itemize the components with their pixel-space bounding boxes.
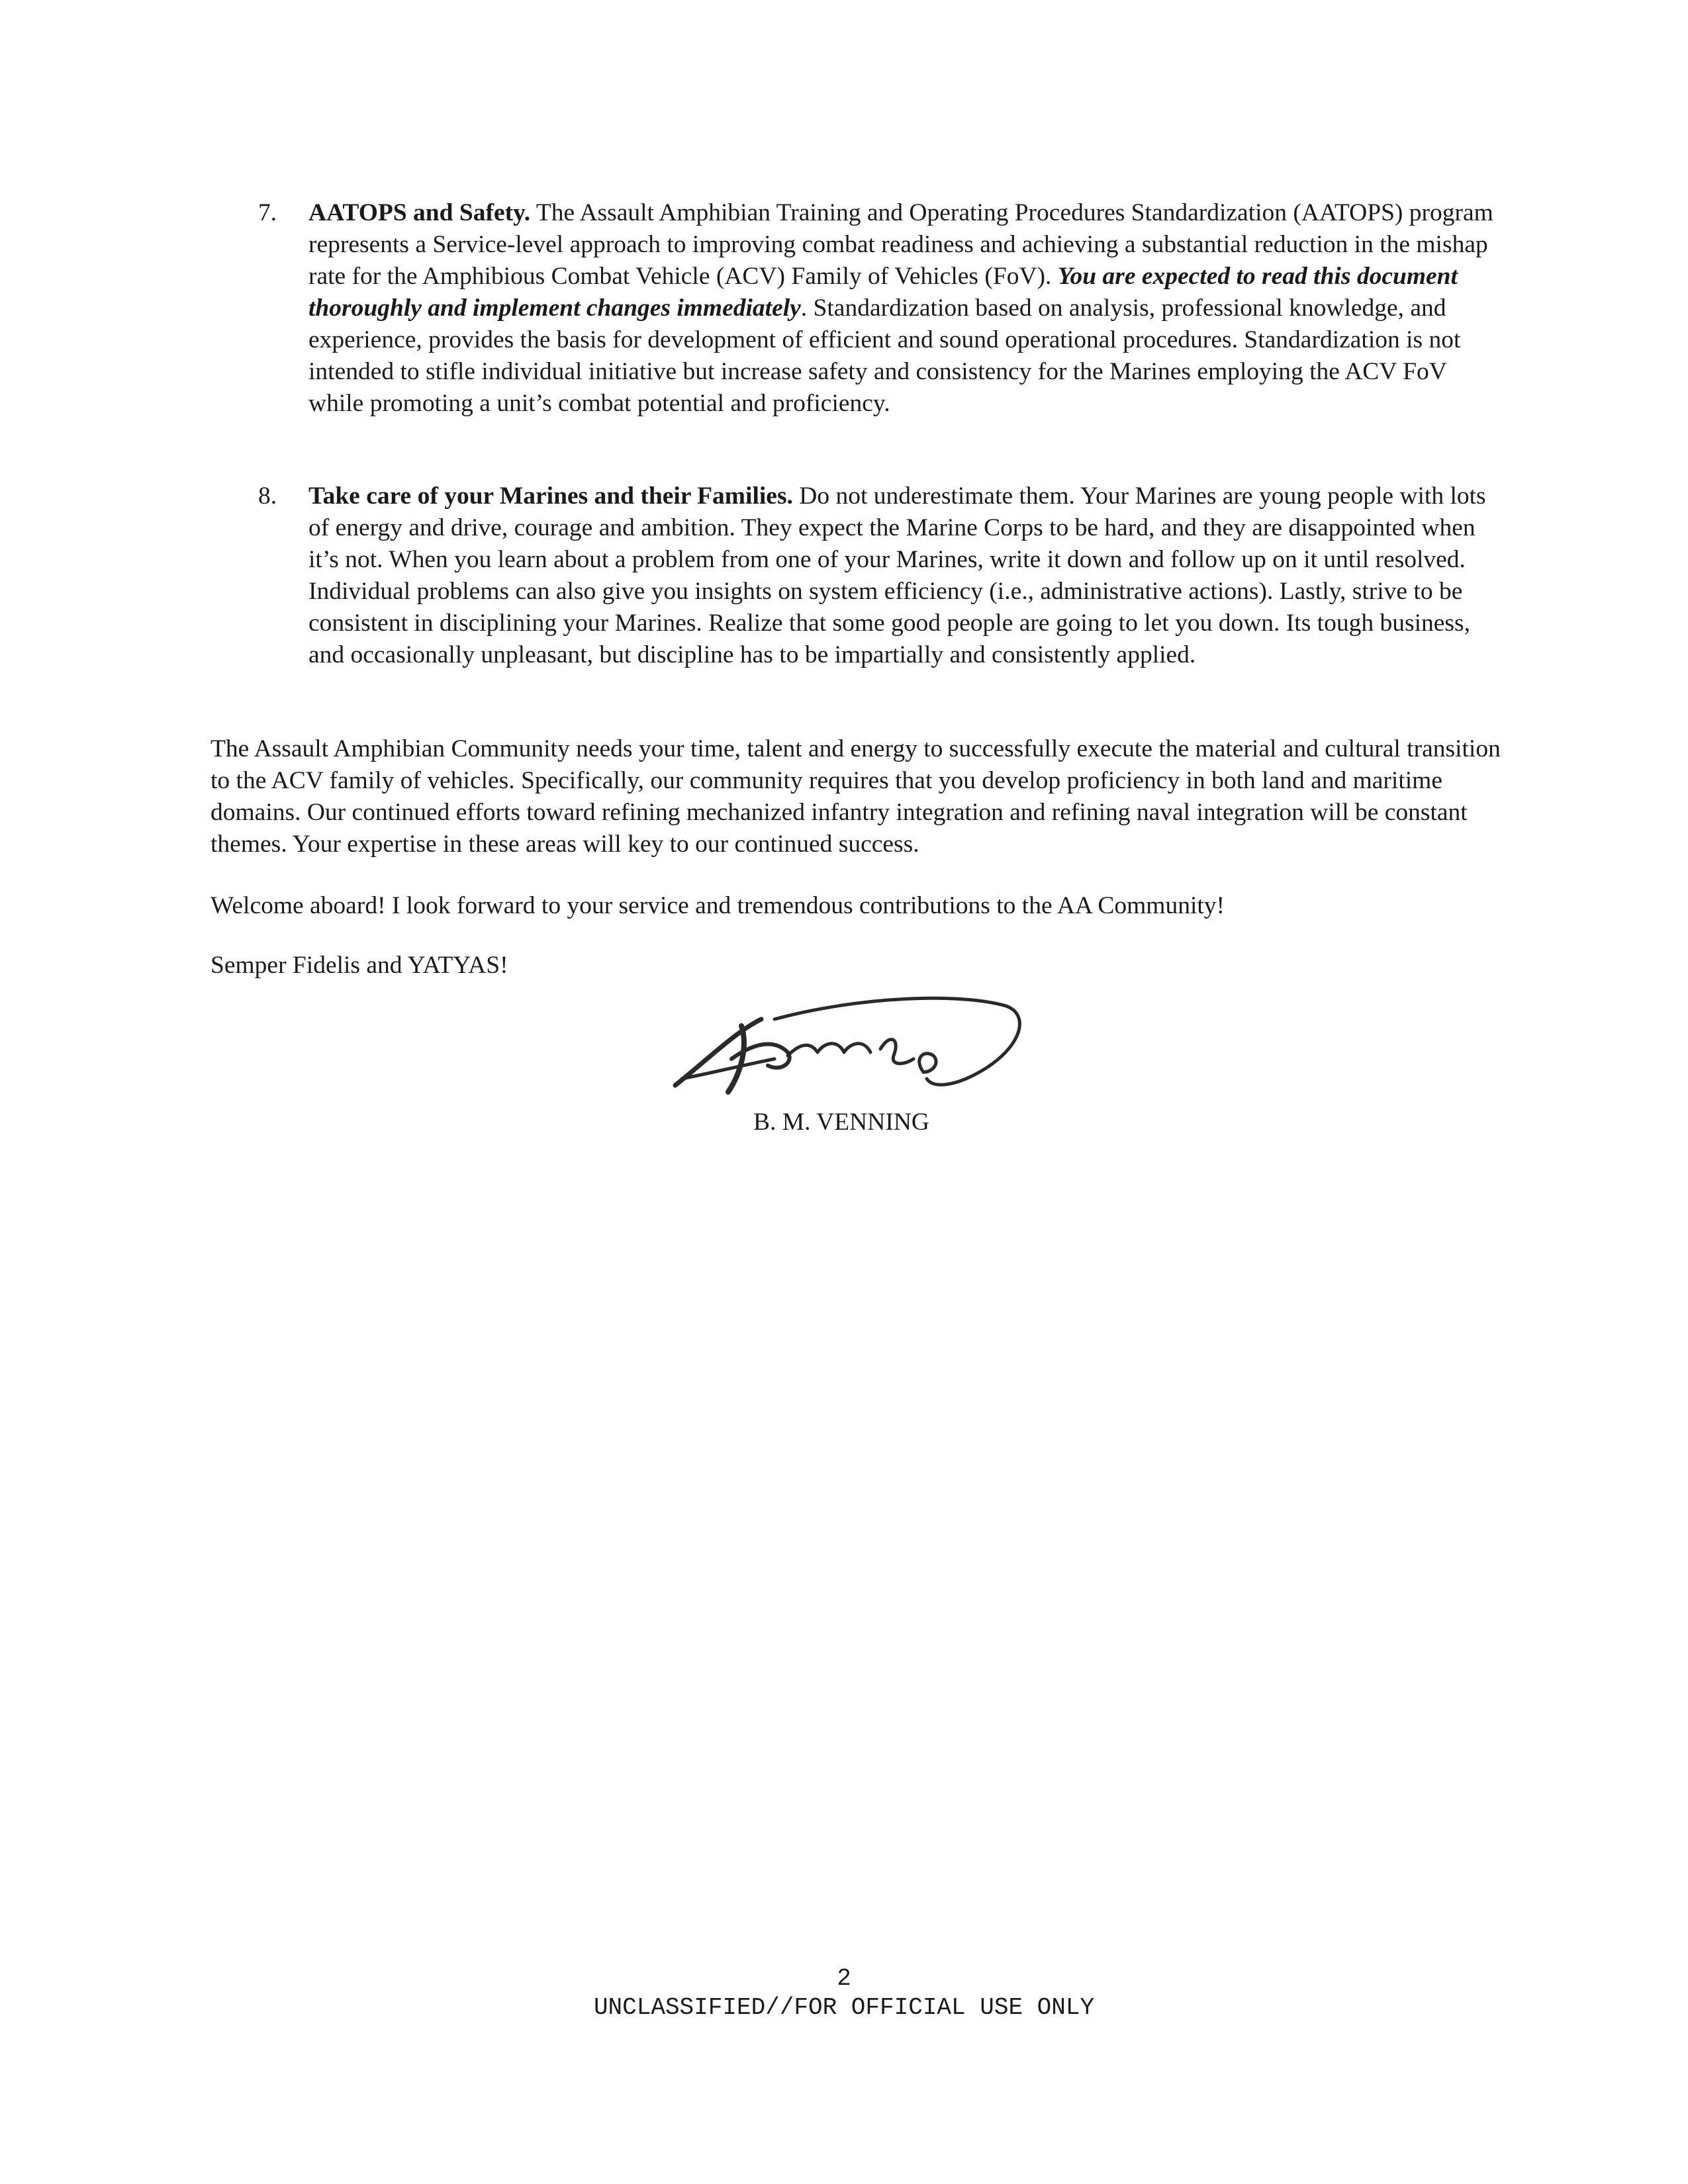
paragraph-text xyxy=(308,197,1500,420)
paragraph-body: Do not underestimate them. Your Marines are young people with lots of energy and drive, courage and ambition. They expect the Marine Corps to be hard, and they are disappointed when it’s not. When you learn about a problem from one of your Marines, write it down and follow up on it until resolved. Individual problems can also give you insights on system efficiency (i.e., administrative actions). Lastly, strive to be consistent in disciplining your Marines. Realize that some good people are going to let you down. Its tough business, and occasionally unpleasant, but discipline has to be impartially and consistently applied. xyxy=(308,482,1486,668)
handwritten-signature xyxy=(662,979,1046,1105)
paragraph-emphasis: You are expected to read this document thoroughly and implement changes immediately xyxy=(308,263,1458,322)
paragraph-body-continued: . Standardization based on analysis, professional knowledge, and experience, provides the basis for development of efficient and sound operational procedures. Standardization is not intended to stifle individual initiative but increase safety and consistency for the Marines employing the ACV FoV while promoting a unit’s combat potential and proficiency. xyxy=(308,295,1461,417)
page-number: 2 xyxy=(837,1965,851,1992)
welcome-line: Welcome aboard! I look forward to your service and tremendous contributions to the AA Community! xyxy=(211,892,1225,919)
paragraph-7 xyxy=(211,197,1501,420)
paragraph-text xyxy=(308,480,1500,671)
salutation: Semper Fidelis and YATYAS! xyxy=(211,952,508,979)
signer-name: B. M. VENNING xyxy=(753,1109,929,1136)
classification-marking: UNCLASSIFIED//FOR OFFICIAL USE ONLY xyxy=(593,1994,1095,2021)
paragraph-number: 8. xyxy=(258,482,277,510)
closing-paragraph: The Assault Amphibian Community needs your time, talent and energy to successfully execute the material and cultural transition to the ACV family of vehicles. Specifically, our community requires that you develop proficiency in both land and maritime domains. Our continued efforts toward refining mechanized infantry integration and refining naval integration will be constant themes. Your expertise in these areas will key to our continued success. xyxy=(211,735,1501,858)
paragraph-8 xyxy=(211,480,1501,671)
paragraph-body: The Assault Amphibian Training and Operating Procedures Standardization (AATOPS) program represents a Service-level approach to improving combat readiness and achieving a substantial reduction in the mishap rate for the Amphibious Combat Vehicle (ACV) Family of Vehicles (FoV). xyxy=(308,199,1493,290)
paragraph-heading: Take care of your Marines and their Families. xyxy=(308,482,793,510)
paragraph-number: 7. xyxy=(258,199,277,226)
paragraph-heading: AATOPS and Safety. xyxy=(308,199,531,226)
